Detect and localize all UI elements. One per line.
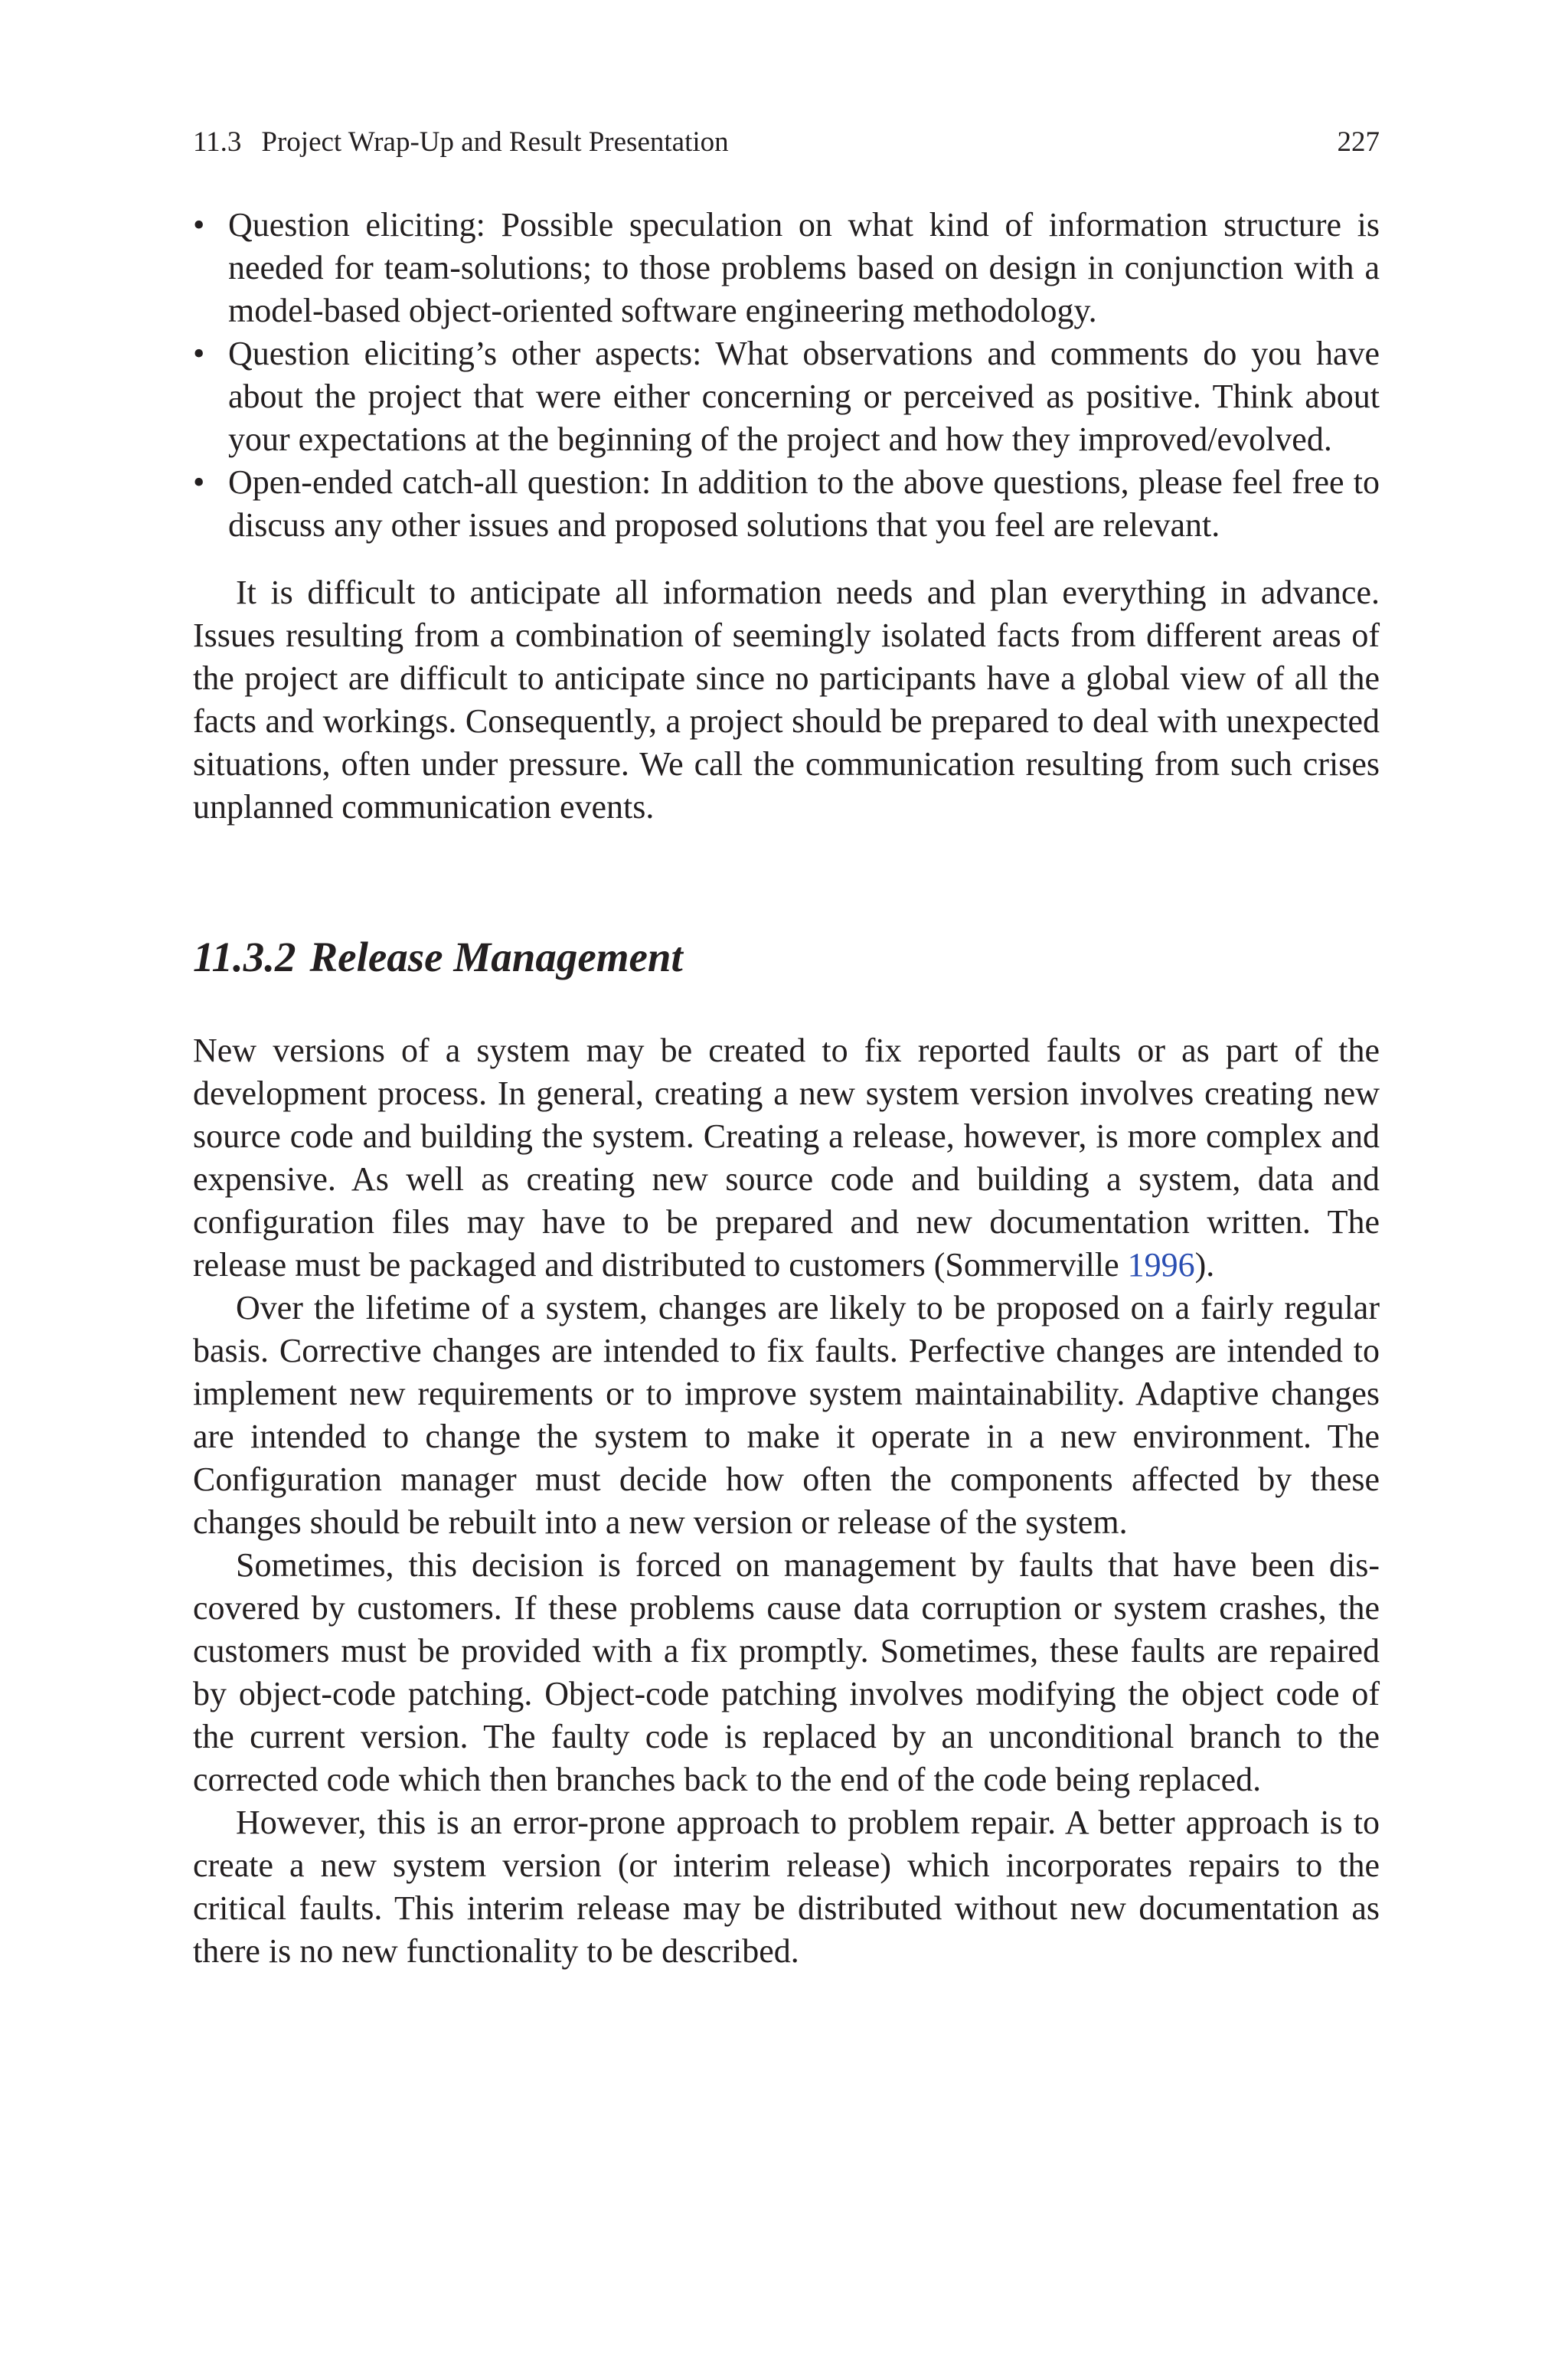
- running-head-section-title: Project Wrap-Up and Result Presentation: [261, 126, 729, 158]
- bullet-icon: •: [193, 206, 205, 244]
- bullet-icon: •: [193, 463, 205, 501]
- bullet-icon: •: [193, 335, 205, 372]
- bullet-item-question-eliciting: [193, 204, 1380, 332]
- paragraph-unplanned-communication: It is difficult to anticipate all information needs and plan everything in advance. Issues resulting from a combination of seemingly isolated facts from different areas of the project are difficult to anticipate since no participants have a global view of all the facts and workings. Consequently, a project should be prepared to deal with unexpected situations, often under pressure. We call the communication resulting from such crises unplanned communication events.: [193, 574, 1380, 826]
- bullet-item-open-ended: [193, 461, 1380, 547]
- page-content: [193, 204, 1380, 1973]
- section-heading-title: Release Management: [309, 934, 683, 980]
- bullet-text: Question eliciting’s other aspects: What observations and comments do you have about the project that were either concerning or perceived as positive. Think about your expectations at the beginning of the project and how they improved/evolved.: [228, 335, 1380, 458]
- paragraph-change-types: Over the lifetime of a system, changes are likely to be proposed on a fairly regular basis. Corrective changes are intended to fix faults. Perfective changes are intended to implement new requirements or to improve system maintainability. Adaptive changes are intended to change the system to make it operate in a new environment. The Configuration manager must decide how often the components affected by these changes should be rebuilt into a new version or release of the system.: [193, 1289, 1380, 1541]
- section-heading: [193, 933, 1380, 982]
- running-head-section-number: 11.3: [193, 126, 242, 158]
- running-head-section: [193, 126, 729, 159]
- bullet-text: Open-ended catch-all question: In addition to the above questions, please feel free to discuss any other issues and proposed solutions that you feel are relevant.: [228, 463, 1380, 544]
- running-head: [193, 126, 1380, 159]
- paragraph-object-code-patching: Sometimes, this decision is forced on management by faults that have been discovered by customers. If these problems cause data corruption or system crashes, the customers must be provided with a fix promptly. Sometimes, these faults are repaired by object-code patching. Object-code patching involves modifying the object code of the current version. The faulty code is replaced by an unconditional branch to the corrected code which then branches back to the end of the code being replaced.: [193, 1546, 1380, 1798]
- paragraph-release-intro-tail: ).: [1194, 1246, 1215, 1284]
- citation-link-sommerville[interactable]: 1996: [1127, 1246, 1195, 1284]
- paragraph-interim-release: However, this is an error-prone approach to problem repair. A better approach is to create a new system version (or interim release) which incorporates repairs to the critical faults. This interim release may be distributed without new documentation as there is no new functionality to be described.: [193, 1804, 1380, 1970]
- paragraph-release-intro: [193, 1029, 1380, 1287]
- question-bullet-list: [193, 204, 1380, 547]
- section-heading-number: 11.3.2: [193, 934, 296, 980]
- bullet-item-other-aspects: [193, 332, 1380, 461]
- bullet-text: Question eliciting: Possible speculation on what kind of information structure is needed for team-solutions; to those problems based on design in conjunction with a model-based object-oriented software engineering methodology.: [228, 206, 1380, 329]
- page-number: 227: [1337, 126, 1380, 158]
- paragraph-release-intro-text: New versions of a system may be created to fix reported faults or as part of the development process. In general, creating a new system version involves creating new source code and building the system. Creating a release, however, is more complex and expensive. As well as creating new source code and building a system, data and configuration files may have to be prepared and new documentation written. The release must be packaged and distributed to customers (Sommerville: [193, 1032, 1380, 1284]
